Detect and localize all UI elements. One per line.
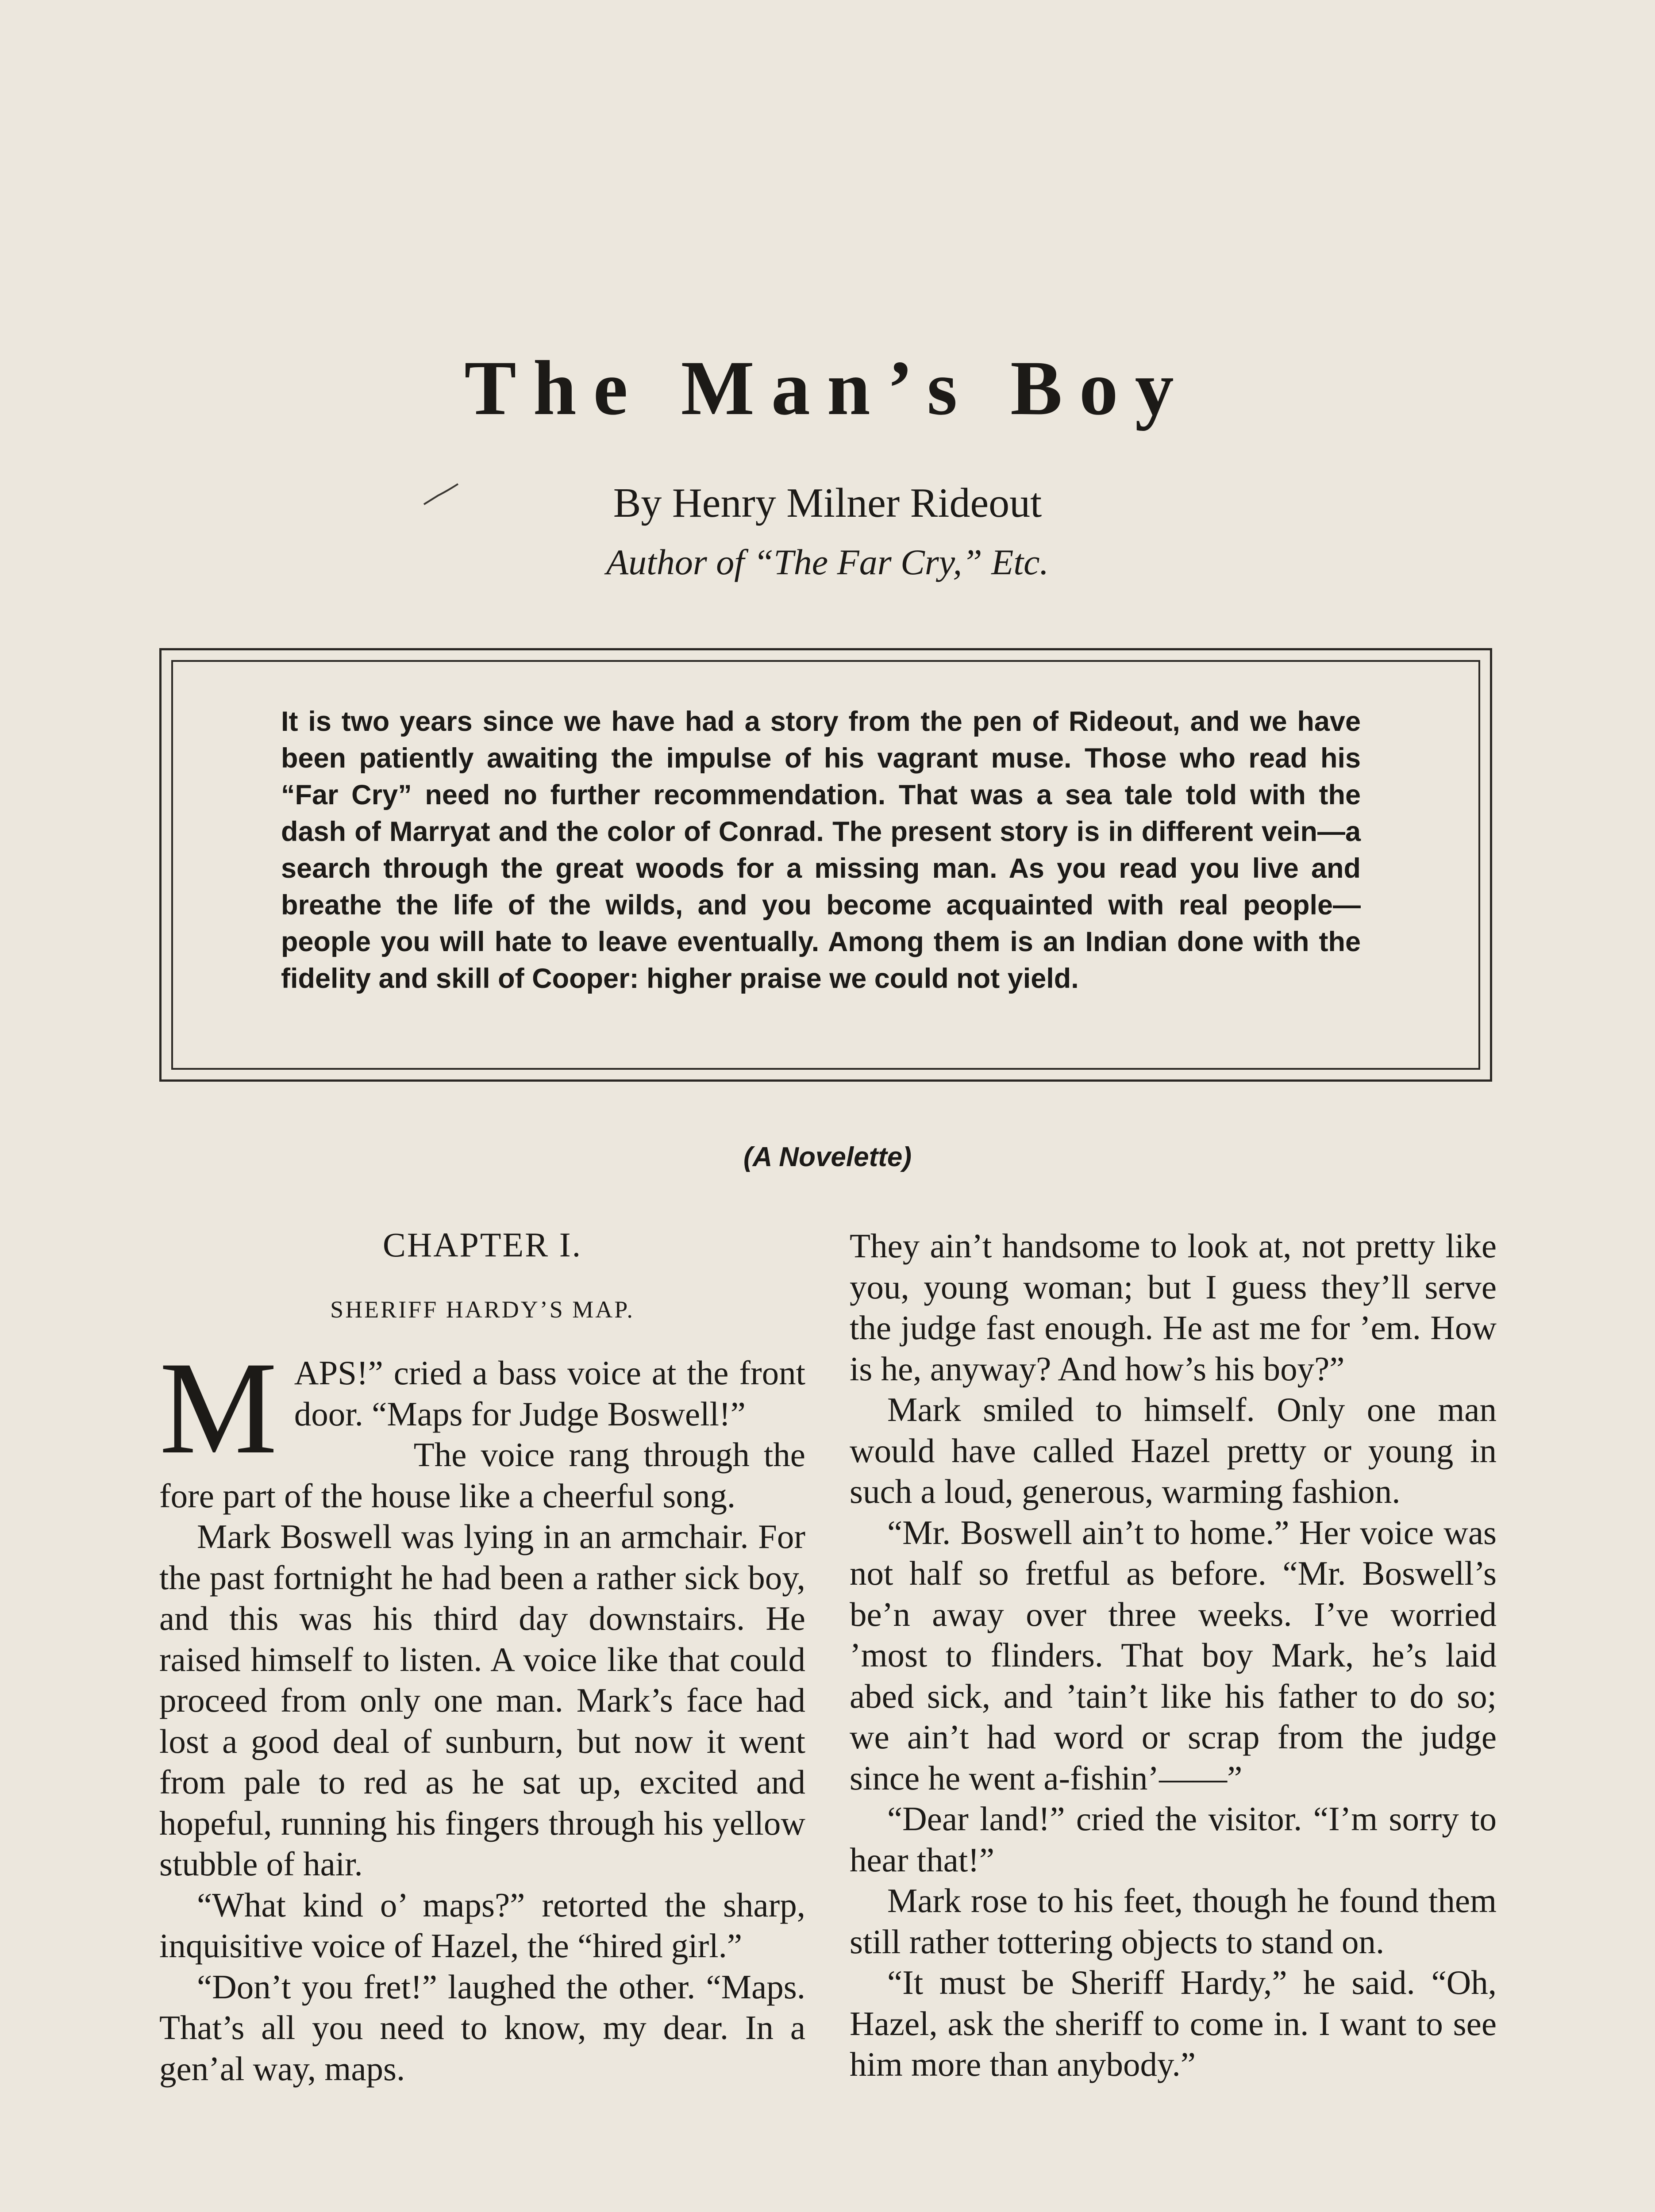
- opening-paragraph-text: APS!” cried a bass voice at the front door. “Maps for Judge Boswell!”: [294, 1354, 805, 1433]
- paragraph: “Dear land!” cried the visitor. “I’m sorry to hear that!”: [850, 1800, 1497, 1879]
- paragraph: The voice rang through the fore part of the house like a cheerful song.: [159, 1436, 805, 1515]
- paragraph: “Don’t you fret!” laughed the other. “Maps. That’s all you need to know, my dear. In a gen’al way, maps.: [159, 1967, 805, 2088]
- continued-paragraph: They ain’t handsome to look at, not pretty like you, young woman; but I guess they’ll serve the judge fast enough. He ast me for ’em. How is he, anyway? And how’s his boy?”: [850, 1227, 1497, 1388]
- novelette-label: (A Novelette): [743, 1142, 912, 1172]
- paragraph: Mark Boswell was lying in an armchair. For the past fortnight he had been a rather sick boy, and this was his third day downstairs. He raised himself to listen. A voice like that could proceed from only one man. Mark’s face had lost a good deal of sunburn, but now it went from pale to red as he sat up, excited and hopeful, running his fingers through his yellow stubble of hair.: [159, 1517, 805, 1883]
- right-column: [850, 1225, 1497, 2085]
- paragraph: “Mr. Boswell ain’t to home.” Her voice was not half so fretful as before. “Mr. Boswell’s be’n away over three weeks. I’ve worried ’most to flinders. That boy Mark, he’s laid abed sick, and ’tain’t like his father to do so; we ain’t had word or scrap from the judge since he went a-fishin’——”: [850, 1513, 1497, 1797]
- byline: By Henry Milner Rideout: [613, 480, 1042, 526]
- paragraph: “It must be Sheriff Hardy,” he said. “Oh, Hazel, ask the sheriff to come in. I want to see him more than anybody.”: [850, 1963, 1497, 2083]
- chapter-subtitle: SHERIFF HARDY’S MAP.: [330, 1296, 635, 1323]
- paragraph: “What kind o’ maps?” retorted the sharp, inquisitive voice of Hazel, the “hired girl.”: [159, 1886, 805, 1965]
- editorial-intro-text: It is two years since we have had a story from the pen of Rideout, and we have been patiently awaiting the impulse of his vagrant muse. Those who read his “Far Cry” need no further recommendation. That was a sea tale told with the dash of Marryat and the color of Conrad. The present story is in different vein—a search through the great woods for a missing man. As you read you live and breathe the life of the wilds, and you become acquainted with real people—people you will hate to leave eventually. Among them is an Indian done with the fidelity and skill of Cooper: higher praise we could not yield.: [281, 706, 1361, 994]
- story-title: The Man’s Boy: [464, 345, 1191, 431]
- editorial-intro-box: [159, 648, 1492, 1082]
- paragraph: Mark rose to his feet, though he found them still rather tottering objects to stand on.: [850, 1882, 1497, 1961]
- paragraph: Mark smiled to himself. Only one man would have called Hazel pretty or young in such a loud, generous, warming fashion.: [850, 1390, 1497, 1510]
- left-column: [159, 1223, 805, 2089]
- author-credits: Author of “The Far Cry,” Etc.: [606, 542, 1049, 582]
- chapter-heading: CHAPTER I.: [382, 1225, 582, 1264]
- drop-cap-letter: M: [159, 1334, 277, 1481]
